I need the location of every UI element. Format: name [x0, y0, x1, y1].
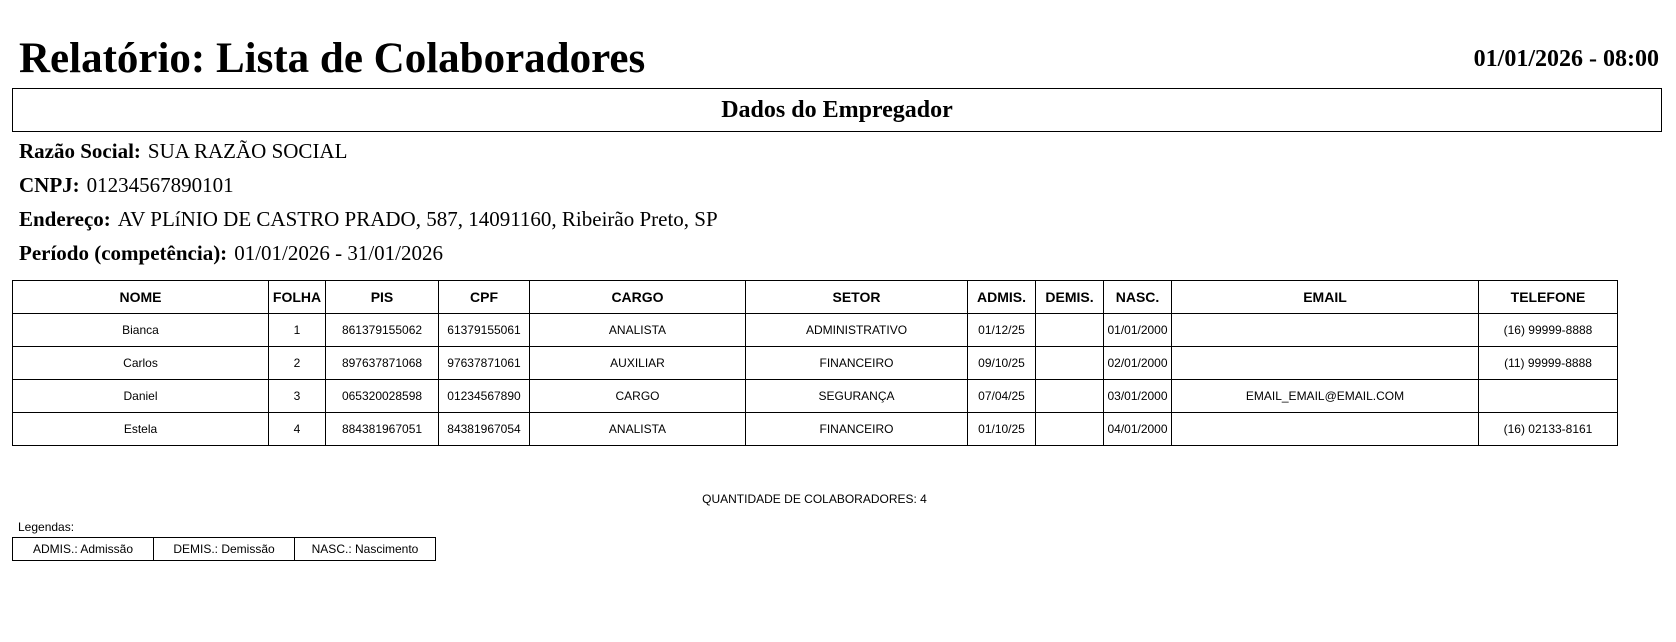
column-header-birth: NASC. — [1104, 281, 1172, 314]
period-line — [19, 236, 718, 270]
period-label: Período (competência): — [19, 241, 228, 265]
employees-table — [12, 280, 1618, 446]
cell-sector: FINANCEIRO — [746, 347, 968, 380]
cell-role: ANALISTA — [530, 314, 746, 347]
cell-role: AUXILIAR — [530, 347, 746, 380]
table-header-row — [13, 281, 1618, 314]
cell-phone — [1479, 380, 1618, 413]
cell-email — [1172, 347, 1479, 380]
cell-sheet: 2 — [269, 347, 326, 380]
cell-dismissal — [1036, 314, 1104, 347]
cell-cpf: 01234567890 — [439, 380, 530, 413]
cell-dismissal — [1036, 347, 1104, 380]
cell-sheet: 1 — [269, 314, 326, 347]
cell-phone: (11) 99999-8888 — [1479, 347, 1618, 380]
address-line — [19, 202, 718, 236]
cell-pis: 861379155062 — [326, 314, 439, 347]
column-header-sector: SETOR — [746, 281, 968, 314]
cell-pis: 065320028598 — [326, 380, 439, 413]
cnpj-label: CNPJ: — [19, 173, 80, 197]
legend-title: Legendas: — [18, 520, 75, 534]
employer-section-title: Dados do Empregador — [12, 88, 1662, 132]
company-name-line — [19, 134, 718, 168]
company-name-label: Razão Social: — [19, 139, 141, 163]
table-row — [13, 380, 1618, 413]
cell-birth: 03/01/2000 — [1104, 380, 1172, 413]
column-header-cpf: CPF — [439, 281, 530, 314]
legend-item-admission: ADMIS.: Admissão — [13, 538, 154, 561]
column-header-phone: TELEFONE — [1479, 281, 1618, 314]
cnpj-value: 01234567890101 — [86, 173, 234, 197]
cell-birth: 01/01/2000 — [1104, 314, 1172, 347]
cell-cpf: 84381967054 — [439, 413, 530, 446]
column-header-sheet: FOLHA — [269, 281, 326, 314]
legend-table — [12, 537, 436, 561]
employer-info — [19, 134, 718, 270]
cell-birth: 02/01/2000 — [1104, 347, 1172, 380]
address-value: AV PLíNIO DE CASTRO PRADO, 587, 14091160, Ribeirão Preto, SP — [117, 207, 718, 231]
legend-item-birth: NASC.: Nascimento — [295, 538, 436, 561]
report-title: Relatório: Lista de Colaboradores — [19, 35, 646, 82]
cell-birth: 04/01/2000 — [1104, 413, 1172, 446]
period-value: 01/01/2026 - 31/01/2026 — [234, 241, 444, 265]
table-row — [13, 413, 1618, 446]
employee-count: QUANTIDADE DE COLABORADORES: 4 — [702, 492, 927, 506]
cell-sector: SEGURANÇA — [746, 380, 968, 413]
company-name-value: SUA RAZÃO SOCIAL — [147, 139, 348, 163]
cell-dismissal — [1036, 380, 1104, 413]
cell-dismissal — [1036, 413, 1104, 446]
cell-name: Bianca — [13, 314, 269, 347]
column-header-admission: ADMIS. — [968, 281, 1036, 314]
table-row — [13, 314, 1618, 347]
cell-role: CARGO — [530, 380, 746, 413]
cell-email: EMAIL_EMAIL@EMAIL.COM — [1172, 380, 1479, 413]
cell-phone: (16) 99999-8888 — [1479, 314, 1618, 347]
cell-sector: FINANCEIRO — [746, 413, 968, 446]
address-label: Endereço: — [19, 207, 111, 231]
cell-admission: 09/10/25 — [968, 347, 1036, 380]
cell-cpf: 97637871061 — [439, 347, 530, 380]
report-header — [19, 34, 1659, 84]
table-row — [13, 347, 1618, 380]
cell-cpf: 61379155061 — [439, 314, 530, 347]
cell-sector: ADMINISTRATIVO — [746, 314, 968, 347]
cell-sheet: 4 — [269, 413, 326, 446]
report-datetime: 01/01/2026 - 08:00 — [1473, 46, 1659, 72]
cell-name: Estela — [13, 413, 269, 446]
column-header-name: NOME — [13, 281, 269, 314]
cell-sheet: 3 — [269, 380, 326, 413]
cell-email — [1172, 413, 1479, 446]
legend-row — [13, 538, 436, 561]
cell-pis: 884381967051 — [326, 413, 439, 446]
legend-item-dismissal: DEMIS.: Demissão — [154, 538, 295, 561]
column-header-email: EMAIL — [1172, 281, 1479, 314]
cell-pis: 897637871068 — [326, 347, 439, 380]
cell-email — [1172, 314, 1479, 347]
column-header-pis: PIS — [326, 281, 439, 314]
column-header-dismissal: DEMIS. — [1036, 281, 1104, 314]
cell-role: ANALISTA — [530, 413, 746, 446]
cell-admission: 01/12/25 — [968, 314, 1036, 347]
cnpj-line — [19, 168, 718, 202]
column-header-role: CARGO — [530, 281, 746, 314]
cell-name: Daniel — [13, 380, 269, 413]
cell-admission: 07/04/25 — [968, 380, 1036, 413]
cell-phone: (16) 02133-8161 — [1479, 413, 1618, 446]
cell-name: Carlos — [13, 347, 269, 380]
cell-admission: 01/10/25 — [968, 413, 1036, 446]
